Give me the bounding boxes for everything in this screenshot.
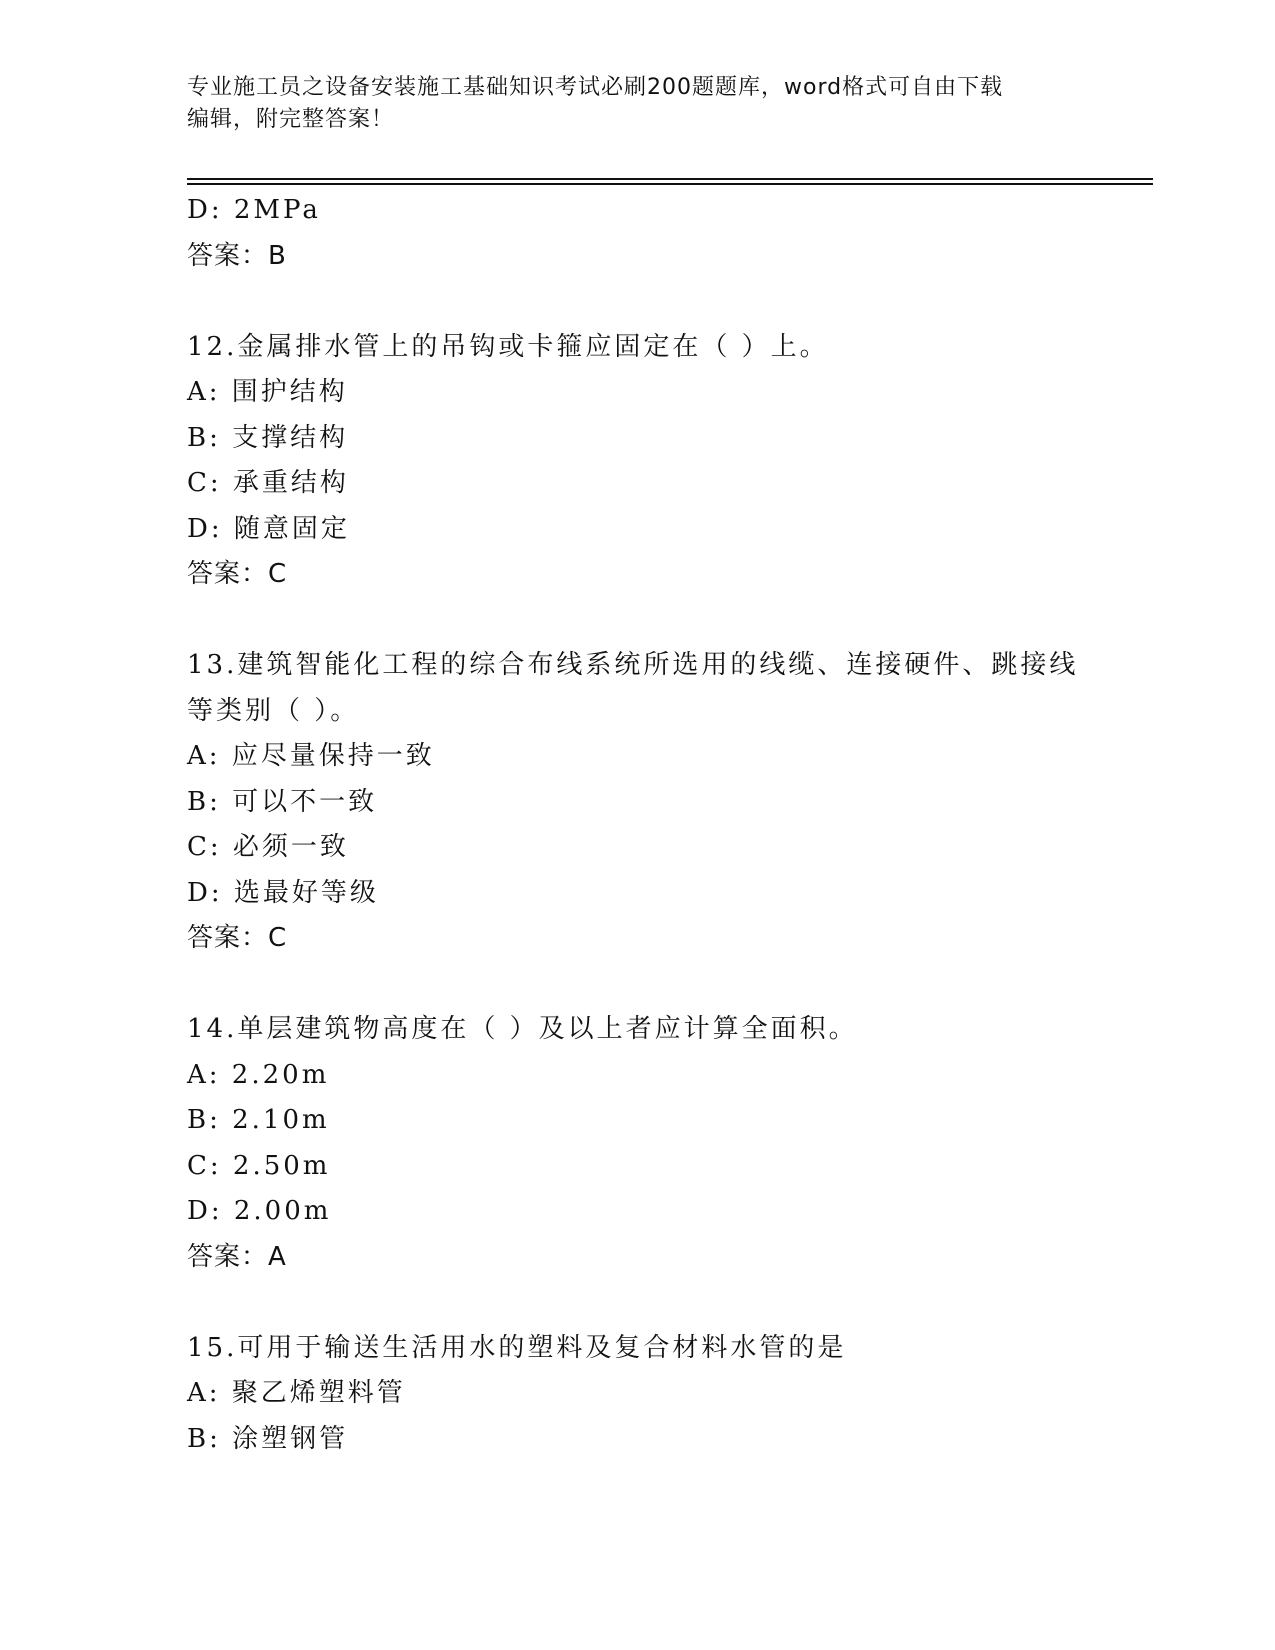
question-stem: 12.金属排水管上的吊钩或卡箍应固定在（ ）上。 (187, 331, 829, 362)
option-b: B: 2.10m (187, 1105, 330, 1135)
option-a: A: 2.20m (187, 1059, 330, 1090)
option-b: B: 支撑结构 (187, 422, 349, 453)
question-12 (187, 325, 1087, 598)
question-15 (187, 1326, 1087, 1463)
answer-line: 答案：C (187, 923, 288, 953)
question-stem-line-1: 13.建筑智能化工程的综合布线系统所选用的线缆、连接硬件、跳接线 (187, 650, 1079, 680)
option-a: A: 应尽量保持一致 (187, 741, 435, 771)
option-d: D: 随意固定 (187, 513, 350, 544)
option-c: C: 承重结构 (187, 468, 349, 498)
header-line-2: 编辑，附完整答案！ (187, 107, 395, 132)
option-d: D: 选最好等级 (187, 877, 379, 908)
option-b: B: 可以不一致 (187, 786, 378, 817)
question-list (187, 188, 1087, 1462)
header-line-1: 专业施工员之设备安装施工基础知识考试必刷200题题库，word格式可自由下载 (187, 75, 1004, 100)
question-stem-line-2: 等类别（ ）。 (187, 695, 360, 726)
question-stem: 14.单层建筑物高度在（ ）及以上者应计算全面积。 (187, 1014, 858, 1044)
answer-line: 答案：A (187, 1241, 287, 1272)
option-d: D: 2.00m (187, 1196, 332, 1226)
question-14 (187, 1007, 1087, 1280)
answer-line: 答案：C (187, 559, 288, 589)
option-b: B: 涂塑钢管 (187, 1423, 349, 1454)
document-header (187, 72, 1077, 136)
header-rule-top (187, 178, 1153, 180)
answer-line: 答案：B (187, 240, 287, 271)
question-13 (187, 643, 1087, 962)
option-a: A: 聚乙烯塑料管 (187, 1378, 406, 1408)
header-rule-bottom (187, 183, 1153, 185)
option-c: C: 2.50m (187, 1150, 331, 1181)
option-d: D: 2MPa (187, 195, 321, 225)
option-c: C: 必须一致 (187, 832, 349, 862)
option-a: A: 围护结构 (187, 377, 348, 407)
question-stem: 15.可用于输送生活用水的塑料及复合材料水管的是 (187, 1332, 847, 1363)
